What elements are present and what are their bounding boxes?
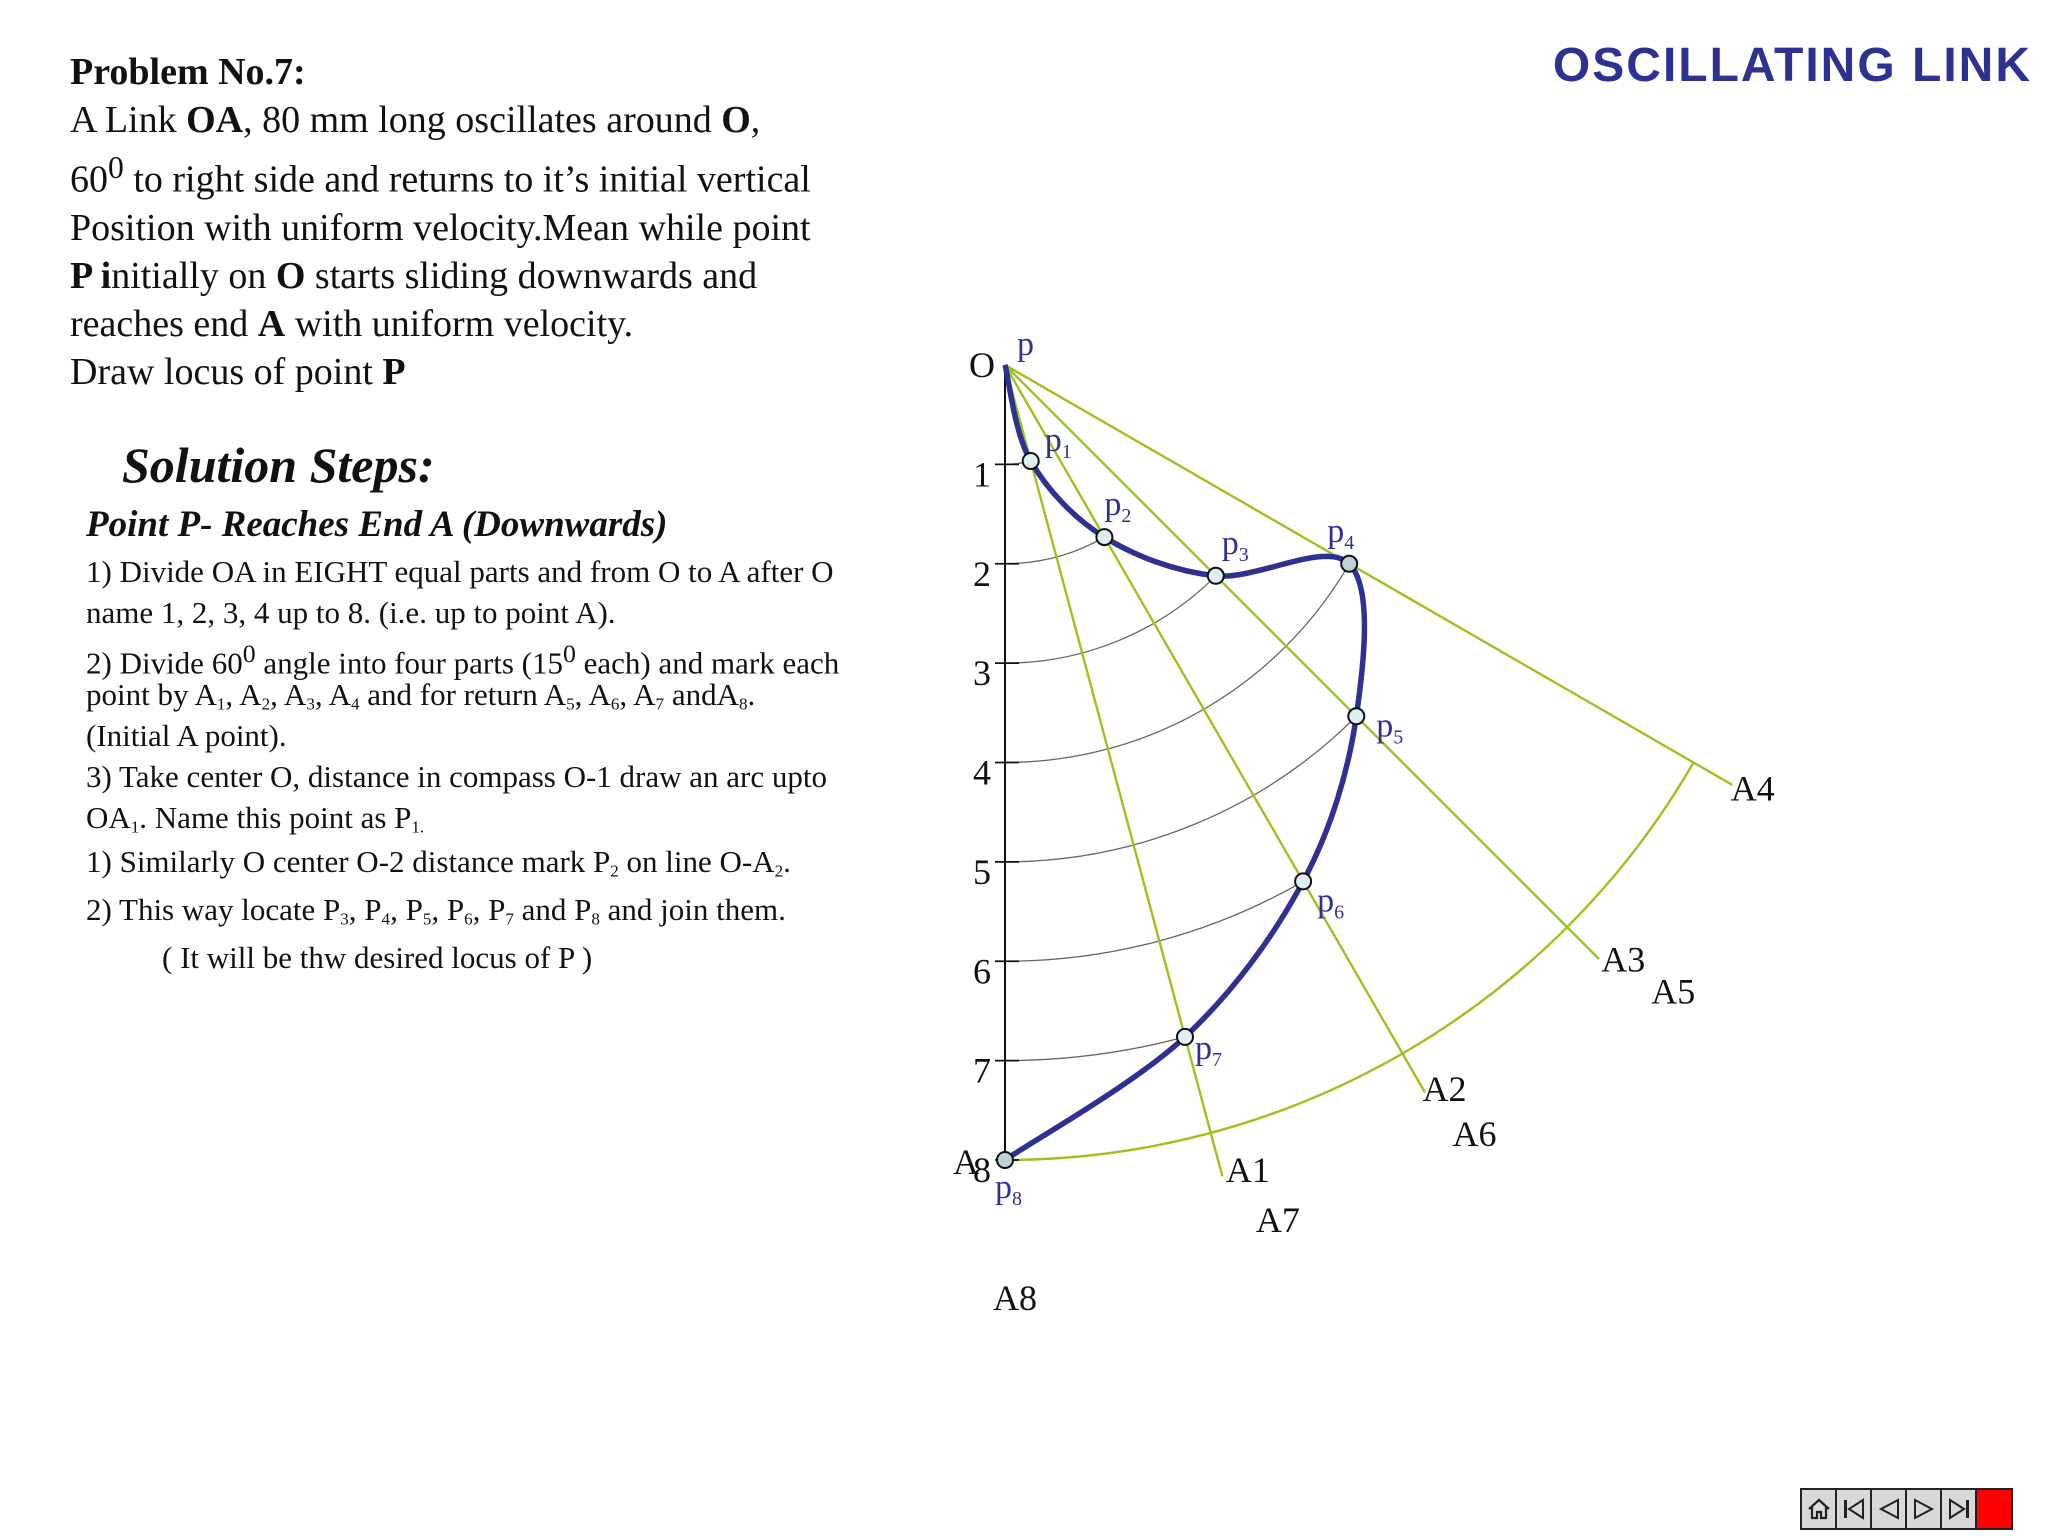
solution.steps.8-seg: 7: [505, 909, 514, 929]
problem.lines.0-seg: , 80 mm long oscillates around: [243, 99, 722, 141]
solution.steps.8-seg: and join them.: [599, 892, 786, 927]
solution.steps.2-seg: 0: [242, 639, 256, 668]
solution.steps.6-seg: OA: [86, 800, 131, 835]
solution.steps.3-seg: and for return A: [359, 677, 567, 712]
locus-point-marker: [1208, 568, 1224, 584]
solution.steps.7-seg: on line O-A: [618, 844, 775, 879]
solution.steps.3-seg: 4: [351, 694, 360, 714]
problem.lines.1-seg: to right side and returns to it’s initial vertical: [123, 158, 811, 201]
link-position-line: [1005, 365, 1425, 1093]
solution.steps.7-seg: 2: [774, 861, 784, 881]
link-position-label: A1: [1225, 1150, 1270, 1191]
problem.lines.4-seg: reaches end: [70, 302, 258, 345]
locus-point-marker: [1177, 1029, 1193, 1045]
division-label: 2: [973, 553, 991, 594]
solution.steps.6-seg: 1.: [411, 817, 425, 837]
solution.steps.8-seg: 6: [464, 909, 473, 929]
solution.steps.8-seg: , P: [348, 892, 382, 927]
solution-title: Solution Steps:: [122, 437, 435, 493]
problem-heading: Problem No.7:: [70, 51, 306, 93]
start-point-label: p: [1017, 326, 1034, 363]
problem.lines.0-seg: OA: [186, 99, 244, 141]
problem.lines.3-seg: O: [275, 254, 306, 297]
solution.steps.6-seg: 1: [130, 817, 140, 837]
link-position-label: A8: [993, 1278, 1037, 1318]
link-position-line: [1005, 365, 1733, 785]
problem.lines.4-seg: A: [257, 302, 286, 345]
solution.steps.3-seg: .: [747, 677, 756, 712]
solution.steps.8-seg: 2) This way locate P: [86, 892, 341, 927]
link-position-label: A5: [1651, 971, 1696, 1012]
page-title: OSCILLATING LINK: [1552, 39, 2032, 92]
locus-point-label: $p_5$: [1376, 707, 1404, 749]
locus-point-label: $p_1$: [1044, 422, 1072, 463]
solution.steps.5-seg: 3) Take center O, distance in compass O-1 draw an arc upto: [86, 759, 827, 794]
locus-point-label: $p_2$: [1104, 486, 1132, 528]
division-label: 4: [973, 752, 991, 793]
solution.steps.3-seg: 8: [738, 694, 748, 714]
next-slide-icon[interactable]: [1907, 1490, 1942, 1528]
problem.lines.2-seg: Position with uniform velocity.Mean while point: [70, 206, 811, 249]
solution.steps.3-seg: 6: [610, 694, 620, 714]
solution.steps.3-seg: , A: [574, 677, 611, 712]
solution.steps.7-seg: .: [783, 844, 791, 879]
locus-point-label: $p_8$: [995, 1169, 1022, 1210]
point-O-label: O: [969, 345, 995, 385]
division-label: 8: [973, 1150, 991, 1190]
locus-point-marker: [1341, 556, 1357, 572]
division-label: 1: [973, 454, 991, 495]
solution.steps.3-seg: 3: [306, 694, 315, 714]
solution.steps.7-seg: 1) Similarly O center O-2 distance mark P: [86, 844, 611, 879]
locus-point-marker: [1023, 453, 1039, 469]
solution.steps.3-seg: , A: [225, 677, 262, 712]
solution.steps.3-seg: point by A: [86, 677, 217, 712]
solution.steps.3-seg: , A: [619, 677, 656, 712]
solution.steps.8-seg: , P: [390, 892, 423, 927]
solution.steps.2-seg: 0: [562, 639, 576, 668]
solution.steps.8-seg: 8: [591, 909, 600, 929]
solution.steps.8-seg: and P: [513, 892, 592, 927]
solution.steps.3-seg: 7: [655, 694, 665, 714]
slide-navigation: [1800, 1488, 2013, 1530]
construction-arc: [1005, 576, 1216, 663]
problem.lines.3-seg: starts sliding downwards and: [305, 254, 758, 297]
locus-point-label: $p_4$: [1327, 512, 1355, 554]
problem.lines.3-seg: nitially on: [111, 254, 276, 297]
problem.lines.0-seg: A Link: [70, 99, 187, 141]
locus-point-marker: [1096, 529, 1112, 545]
point-A-label: A: [953, 1142, 979, 1182]
division-label: 6: [973, 951, 991, 992]
construction-arc: [1005, 716, 1356, 862]
solution.steps.7-seg: 2: [610, 861, 619, 881]
problem.lines.3-seg: P i: [70, 254, 112, 297]
solution.steps.3-seg: 5: [566, 694, 575, 714]
solution.steps.3-seg: 2: [261, 694, 271, 714]
solution.steps.0-seg: 1) Divide OA in EIGHT equal parts and from O to A after O: [86, 554, 834, 589]
home-icon[interactable]: [1802, 1490, 1837, 1528]
link-position-label: A2: [1422, 1068, 1467, 1109]
problem.lines.5-seg: P: [382, 350, 406, 393]
solution.steps.1-seg: name 1, 2, 3, 4 up to 8. (i.e. up to point A).: [86, 595, 616, 630]
division-label: 3: [973, 653, 991, 694]
locus-point-marker: [997, 1152, 1013, 1168]
first-slide-icon[interactable]: [1837, 1490, 1872, 1528]
solution.steps.2-seg: 2) Divide 60: [86, 645, 243, 681]
end-show-icon[interactable]: [1977, 1490, 2011, 1528]
solution-subtitle: Point P- Reaches End A (Downwards): [86, 504, 668, 545]
link-position-label: A7: [1255, 1200, 1300, 1241]
link-position-label: A6: [1452, 1113, 1497, 1154]
solution.steps.3-seg: andA: [664, 677, 739, 712]
problem.lines.5-seg: Draw locus of point: [70, 350, 383, 393]
solution.steps.8-seg: 5: [422, 909, 432, 929]
problem.lines.1-seg: 60: [70, 158, 108, 201]
previous-slide-icon[interactable]: [1872, 1490, 1907, 1528]
solution.steps.3-seg: , A: [314, 677, 352, 712]
locus-point-label: $p_6$: [1317, 882, 1345, 924]
link-position-line: [1005, 365, 1599, 959]
link-position-label: A4: [1730, 768, 1775, 809]
solution.steps.8-seg: 3: [340, 909, 349, 929]
locus-point-label: $p_3$: [1221, 524, 1249, 566]
solution.steps.3-seg: , A: [270, 677, 307, 712]
solution.steps.8-seg: , P: [431, 892, 465, 927]
problem.lines.4-seg: with uniform velocity.: [285, 302, 634, 345]
solution.steps.9-seg: ( It will be thw desired locus of P ): [162, 940, 593, 975]
solution.steps.2-seg: each) and mark each: [575, 645, 840, 681]
division-label: 5: [973, 851, 991, 892]
last-slide-icon[interactable]: [1942, 1490, 1977, 1528]
problem.lines.1-seg: 0: [108, 150, 124, 185]
solution.steps.2-seg: angle into four parts (15: [255, 645, 563, 681]
link-position-label: A3: [1601, 939, 1646, 980]
locus-point-label: $p_7$: [1195, 1029, 1222, 1071]
solution.steps.4-seg: (Initial A point).: [86, 718, 287, 753]
solution.steps.3-seg: 1: [216, 694, 226, 714]
solution.steps.8-seg: , P: [472, 892, 506, 927]
division-label: 7: [973, 1050, 991, 1091]
solution.steps.8-seg: 4: [381, 909, 391, 929]
locus-point-marker: [1295, 873, 1311, 889]
solution.steps.6-seg: . Name this point as P: [139, 800, 412, 835]
locus-point-marker: [1348, 708, 1364, 724]
problem.lines.0-seg: ,: [750, 99, 761, 141]
problem.lines.0-seg: O: [721, 99, 751, 141]
